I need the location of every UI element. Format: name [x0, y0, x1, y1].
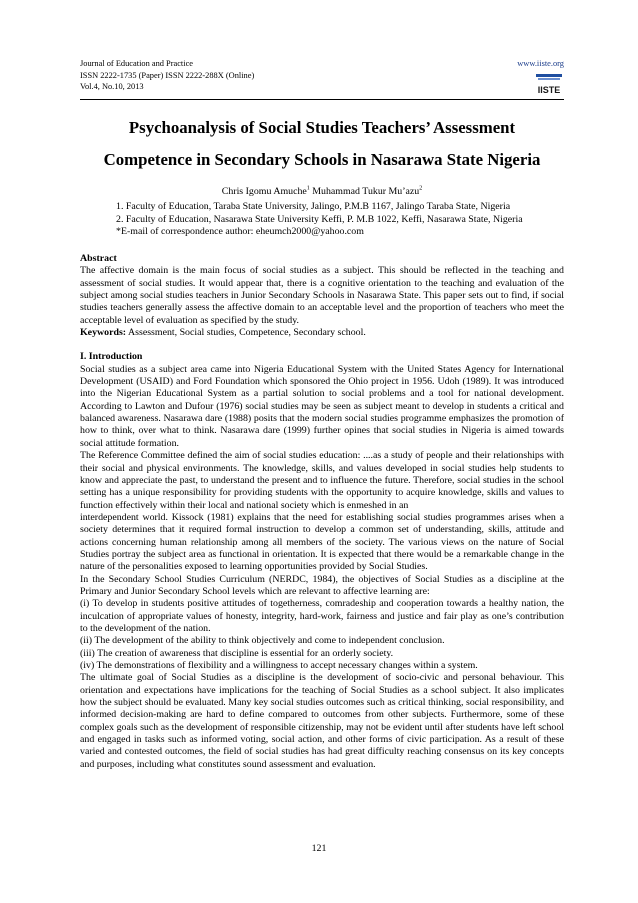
header-divider [80, 99, 564, 100]
paragraph: In the Secondary School Studies Curriculum (NERDC, 1984), the objectives of Social Studies as a discipline at the Primary and Junior Secondary School levels which are relevant to affective learning are: [80, 573, 564, 597]
iiste-logo [534, 72, 564, 96]
author-1: Chris Igomu Amuche [221, 186, 307, 197]
list-item-objective: (iv) The demonstrations of flexibility and a willingness to accept necessary changes within a system. [80, 660, 478, 671]
journal-name: Journal of Education and Practice [80, 59, 194, 68]
keywords-label: Keywords: [80, 327, 127, 339]
affiliation-1: 1. Faculty of Education, Taraba State University, Jalingo, P.M.B 1167, Jalingo Taraba State, Nigeria [116, 201, 511, 212]
author-2: Muhammad Tukur Mu’azu [312, 186, 420, 197]
page-number: 121 [311, 843, 327, 854]
affiliations [116, 201, 564, 239]
list-item-objective: (ii) The development of the ability to think objectively and come to independent conclusion. [80, 635, 445, 647]
correspondence-email: *E-mail of correspondence author: eheumch2000@yahoo.com [116, 226, 364, 238]
journal-issn: ISSN 2222-1735 (Paper) ISSN 2222-288X (Online) [80, 70, 255, 80]
paragraph: The Reference Committee defined the aim of social studies education: ....as a study of people and their relationships with their social and physical environments. The knowledge, skills, and values developed in social studies help students to know and appreciate the past, to understand the present and to influence the future. Therefore, social studies in the school setting has a unique responsibility for providing students with the opportunity to acquire knowledge, skills and values to function effectively within their local and national society which is enmeshed in an [80, 450, 564, 511]
abstract-text: The affective domain is the main focus of social studies as a subject. This should be reflected in the teaching and assessment of social studies. It would appear that, there is a cognitive orientation to the teaching and evaluation of the subject among social studies teachers in Junior Secondary Schools in Nasarawa State. This paper sets out to find, if social studies teachers generally assess the affective domain to an acceptable level and the proportion of teachers who meet the acceptable level of evaluation as specified by the study. [80, 265, 564, 326]
paper-body [80, 253, 564, 771]
list-item-objective: (iii) The creation of awareness that discipline is essential for an orderly society. [80, 647, 394, 659]
affiliation-2: 2. Faculty of Education, Nasarawa State University Keffi, P. M.B 1022, Keffi, Nasarawa State, Nigeria [116, 213, 523, 225]
section-heading-introduction: I. Introduction [80, 351, 143, 363]
paper-title-line2: Competence in Secondary Schools in Nasarawa State Nigeria [103, 150, 541, 169]
logo-text: IISTE [537, 85, 561, 95]
journal-url-link[interactable]: www.iiste.org [517, 59, 564, 68]
paragraph: interdependent world. Kissock (1981) explains that the need for establishing social studies programmes arises when a society determines that it required formal instruction to develop a common set of understanding, skills, attitude and actions concerning human relationship among all members of the society. The various views on the nature of Social Studies portray the subject area as functional in orientation. It is expected that there would be a remarkable change in the nature of the personalities exposed to learning opportunities provided by Social Studies. [80, 511, 564, 573]
list-item-objective: (i) To develop in students positive attitudes of togetherness, comradeship and cooperation towards a healthy nation, the inculcation of appropriate values of honesty, integrity, hard-work, fairness and justice and fair play as one’s contribution to the development of the nation. [80, 598, 564, 634]
paragraph: The ultimate goal of Social Studies as a discipline is the development of socio-civic and personal behaviour. This orientation and expectations have implications for the teaching of Social Studies as a school subject. It also implicates how the subject should be evaluated. Many key social studies outcomes such as critical thinking, social responsibility, and informed decision-making are hard to define compared to outcomes from other subjects. Furthermore, some of these complex goals such as the development of responsible citizenship, may not be evident until after students have left school and engaged in tasks such as informed voting, social action, and other forms of civic participation. As a result of these varied and contested outcomes, the field of social studies has had great difficulty reaching consensus on its key concepts and purposes, including what constitutes sound assessment and evaluation. [80, 672, 564, 770]
keywords-text: Assessment, Social studies, Competence, Secondary school. [126, 327, 366, 339]
abstract-heading: Abstract [80, 253, 117, 264]
author-1-affil-mark: 1 [306, 185, 310, 192]
author-line [80, 186, 564, 198]
journal-header [80, 58, 564, 93]
author-2-affil-mark: 2 [419, 185, 423, 192]
keywords-line [80, 327, 564, 339]
paragraph: Social studies as a subject area came into Nigeria Educational System with the United States Agency for International Development (USAID) and Ford Foundation which sponsored the Ohio project in 1956. Udoh (1989). It was introduced into the Nigerian Educational System as a partial solution to social problems and a tool for national development. According to Lawton and Dufour (1976) social studies may be seen as subject meant to develop in students a critical and balanced awareness. Nasarawa dare (1988) posits that the modern social studies programme emphasizes the promotion of how to think, over what to think. Nasarawa dare (1999) further opines that social studies in Nigeria is aimed towards social attitude formation. [80, 363, 564, 449]
paper-title-line1: Psychoanalysis of Social Studies Teachers’ Assessment [128, 118, 516, 137]
journal-volume: Vol.4, No.10, 2013 [80, 82, 144, 91]
